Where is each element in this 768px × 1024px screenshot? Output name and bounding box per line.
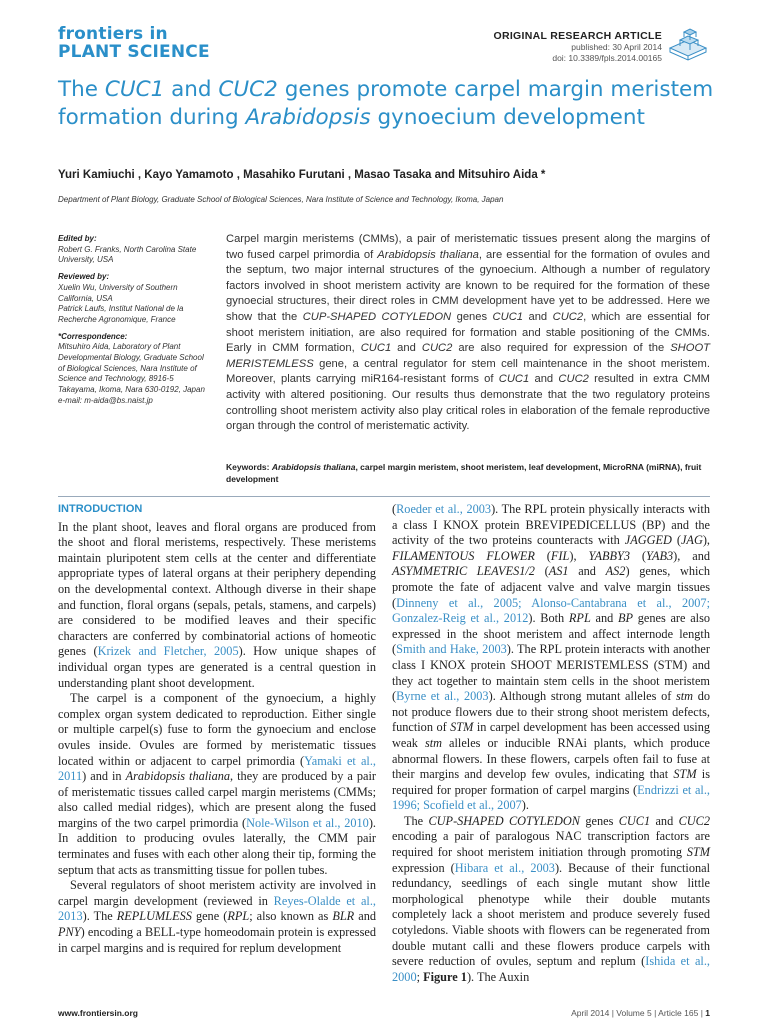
paragraph-3: Several regulators of shoot meristem activity are involved in carpel margin development (reviewed in Reyes-Olalde et al., 2013). The REPLUMLESS gene (RPL; also known as BLR and PNY) encoding a BELL-type homeodomain protein is expressed in carpel margins and is required for replum development bbox=[58, 878, 376, 955]
edited-by-heading: Edited by: bbox=[58, 234, 97, 243]
article-type: ORIGINAL RESEARCH ARTICLE bbox=[493, 30, 662, 42]
citation-link[interactable]: Ishida et al., 2000 bbox=[392, 954, 710, 984]
citation-link[interactable]: Roeder et al., 2003 bbox=[396, 502, 492, 516]
paragraph-4: (Roeder et al., 2003). The RPL protein physically interacts with a class I KNOX protein BREVIPEDICELLUS (BP) and the activity of the two proteins counteracts with JAGGED (JAG), FILAMENTOUS FLOWER (FIL), YABBY3 (YAB3), and ASYMMETRIC LEAVES1/2 (AS1 and AS2) genes, which promote the fate of adjacent valve and valve margin tissues (Dinneny et al., 2005; Alonso-Cantabrana et al., 2007; Gonzalez-Reig et al., 2012). Both RPL and BP genes are also expressed in the shoot meristem and affect internode length (Smith and Hake, 2003). The RPL protein interacts with another class I KNOX protein SHOOT MERISTEMLESS (STM) and they act together to maintain stem cells in the shoot meristem (Byrne et al., 2003). Although strong mutant alleles of stm do not produce flowers due to their strong shoot meristem defects, function of STM in carpel development has been accessed using weak stm alleles or inducible RNAi plants, which produce abnormal flowers. In these flowers, carpels often fail to fuse at their margins and develop few ovules, indicating that STM is required for proper formation of carpel margins (Endrizzi et al., 1996; Scofield et al., 2007). bbox=[392, 502, 711, 813]
article-meta bbox=[493, 30, 662, 64]
correspondence-email[interactable]: e-mail: m-aida@bs.naist.jp bbox=[58, 395, 153, 405]
logo-line-1: frontiers in bbox=[58, 24, 168, 44]
figure-link[interactable]: Figure 1 bbox=[423, 969, 467, 984]
affiliation: Department of Plant Biology, Graduate School of Biological Sciences, Nara Institute of Science and Technology, Ikoma, Japan bbox=[58, 195, 504, 204]
citation-link[interactable]: Krizek and Fletcher, 2005 bbox=[97, 644, 239, 659]
paragraph-5: The CUP-SHAPED COTYLEDON genes CUC1 and CUC2 encoding a pair of paralogous NAC transcription factors are required for shoot meristem initiation through promoting STM expression (Hibara et al., 2003). Because of their functional redundancy, seedlings of each single mutant show little morphological phenotype while their double mutants completely lack a shoot meristem and produce severely fused cotyledons. Viable shoots with flowers can be regenerated from double mutant calli and these flowers produce carpels with severe reduction of ovules, septum and replum (Ishida et al., 2000; Figure 1). The Auxin bbox=[392, 813, 711, 984]
citation-link[interactable]: Smith and Hake, 2003 bbox=[396, 642, 507, 657]
citation-link[interactable]: Nole-Wilson et al., 2010 bbox=[246, 815, 369, 830]
editorial-sidebar bbox=[58, 234, 208, 413]
citation-link[interactable]: Hibara et al., 2003 bbox=[454, 860, 555, 875]
logo-line-2: PLANT SCIENCE bbox=[58, 42, 210, 62]
article-title: The CUC1 and CUC2 genes promote carpel margin meristem formation during Arabidopsis gynoecium development bbox=[58, 77, 714, 130]
correspondence-heading: *Correspondence: bbox=[58, 331, 128, 341]
citation-link[interactable]: Byrne et al., 2003 bbox=[396, 689, 489, 704]
citation-link[interactable]: Dinneny et al., 2005; Alonso-Cantabrana et al., 2007; Gonzalez-Reig et al., 2012 bbox=[392, 595, 710, 626]
journal-logo[interactable] bbox=[58, 26, 210, 62]
reviewer-2[interactable]: Patrick Laufs, Institut National de la Recherche Agronomique, France bbox=[58, 304, 184, 324]
citation-link[interactable]: Endrizzi et al., 1996; Scofield et al., 2007 bbox=[392, 782, 710, 813]
section-heading-introduction: INTRODUCTION bbox=[58, 503, 143, 515]
citation-link[interactable]: Reyes-Olalde et al., 2013 bbox=[58, 893, 376, 924]
author-list[interactable]: Yuri Kamiuchi , Kayo Yamamoto , Masahiko Furutani , Masao Tasaka and Mitsuhiro Aida * bbox=[58, 169, 546, 181]
page-info: April 2014 | Volume 5 | Article 165 | 1 bbox=[571, 1008, 710, 1018]
editor[interactable]: Robert G. Franks, North Carolina State University, USA bbox=[58, 244, 197, 265]
frontiers-cube-icon bbox=[666, 22, 710, 62]
paragraph-1: In the plant shoot, leaves and floral organs are produced from the shoot and floral meristems, respectively. These meristems maintain pluripotent stem cells at the center and differentiate appropriate types of lateral organs at their periphery depending on the developmental context. Although diverse in their shape and function, floral organs (sepals, petals, stamens, and carpels) are considered to be modified leaves and their specific characters are conferred by combinatorial actions of homeotic genes (Krizek and Fletcher, 2005). How unique shapes of individual organ types are generated is a central question in understanding plant shoot development. bbox=[58, 519, 377, 690]
doi[interactable]: doi: 10.3389/fpls.2014.00165 bbox=[552, 53, 662, 63]
correspondence-address: Mitsuhiro Aida, Laboratory of Plant Developmental Biology, Graduate School of Biological Sciences, Nara Institute of Science and Technology, 8916-5 Takayama, Ikoma, Nara 630-0192, Japan bbox=[58, 342, 205, 395]
citation-link[interactable]: Yamaki et al., 2011 bbox=[58, 753, 376, 784]
body-column-right bbox=[392, 502, 710, 985]
published-date: published: 30 April 2014 bbox=[571, 42, 662, 52]
page-number: 1 bbox=[705, 1008, 710, 1018]
paragraph-2: The carpel is a component of the gynoecium, a highly complex organ system dedicated to reproduction. Either single or multiple carpel(s) fuse to form the gynoecium and enclose ovules inside. Ovules are formed by meristematic tissues located within or adjacent to carpel primordia (Yamaki et al., 2011) and in Arabidopsis thaliana, they are produced by a pair of meristematic tissues called carpel margin meristems (CMMs; also called medial ridges), which are present along the fused margins of the two carpel primordia (Nole-Wilson et al., 2010). In addition to producing ovules laterally, the CMM pair terminates and fuses with each other along their tip, forming the septum that acts as transmitting tissue for pollen tubes. bbox=[58, 691, 376, 877]
body-column-left bbox=[58, 502, 376, 956]
site-url[interactable]: www.frontiersin.org bbox=[58, 1008, 138, 1018]
reviewer-1[interactable]: Xuelin Wu, University of Southern California, USA bbox=[58, 282, 178, 303]
abstract: Carpel margin meristems (CMMs), a pair of meristematic tissues present along the margins of two fused carpel primordia of Arabidopsis thaliana, are essential for the formation of ovules and the septum, two major internal structures of the gynoecium. Although a number of regulatory factors involved in shoot meristem activity are known to be required for the formation of these gynoecial structures, their direct roles in CMM development have yet to be addressed. Here we show that the CUP-SHAPED COTYLEDON genes CUC1 and CUC2, which are essential for shoot meristem initiation, are also required for formation and stable positioning of the CMMs. Early in CMM formation, CUC1 and CUC2 are also required for expression of the SHOOT MERISTEMLESS gene, a central regulator for stem cell maintenance in the shoot meristem. Moreover, plants carrying miR164-resistant forms of CUC1 and CUC2 resulted in extra CMM activity with altered positioning. Our results thus demonstrate that the two regulatory proteins controlling shoot meristem activity also play critical roles in elaboration of the female reproductive organ through the control of meristematic activity. bbox=[226, 233, 711, 433]
section-divider bbox=[58, 496, 710, 497]
keywords: Keywords: Arabidopsis thaliana, carpel margin meristem, shoot meristem, leaf development, MicroRNA (miRNA), fruit development bbox=[226, 462, 702, 484]
reviewed-by-heading: Reviewed by: bbox=[58, 272, 110, 282]
